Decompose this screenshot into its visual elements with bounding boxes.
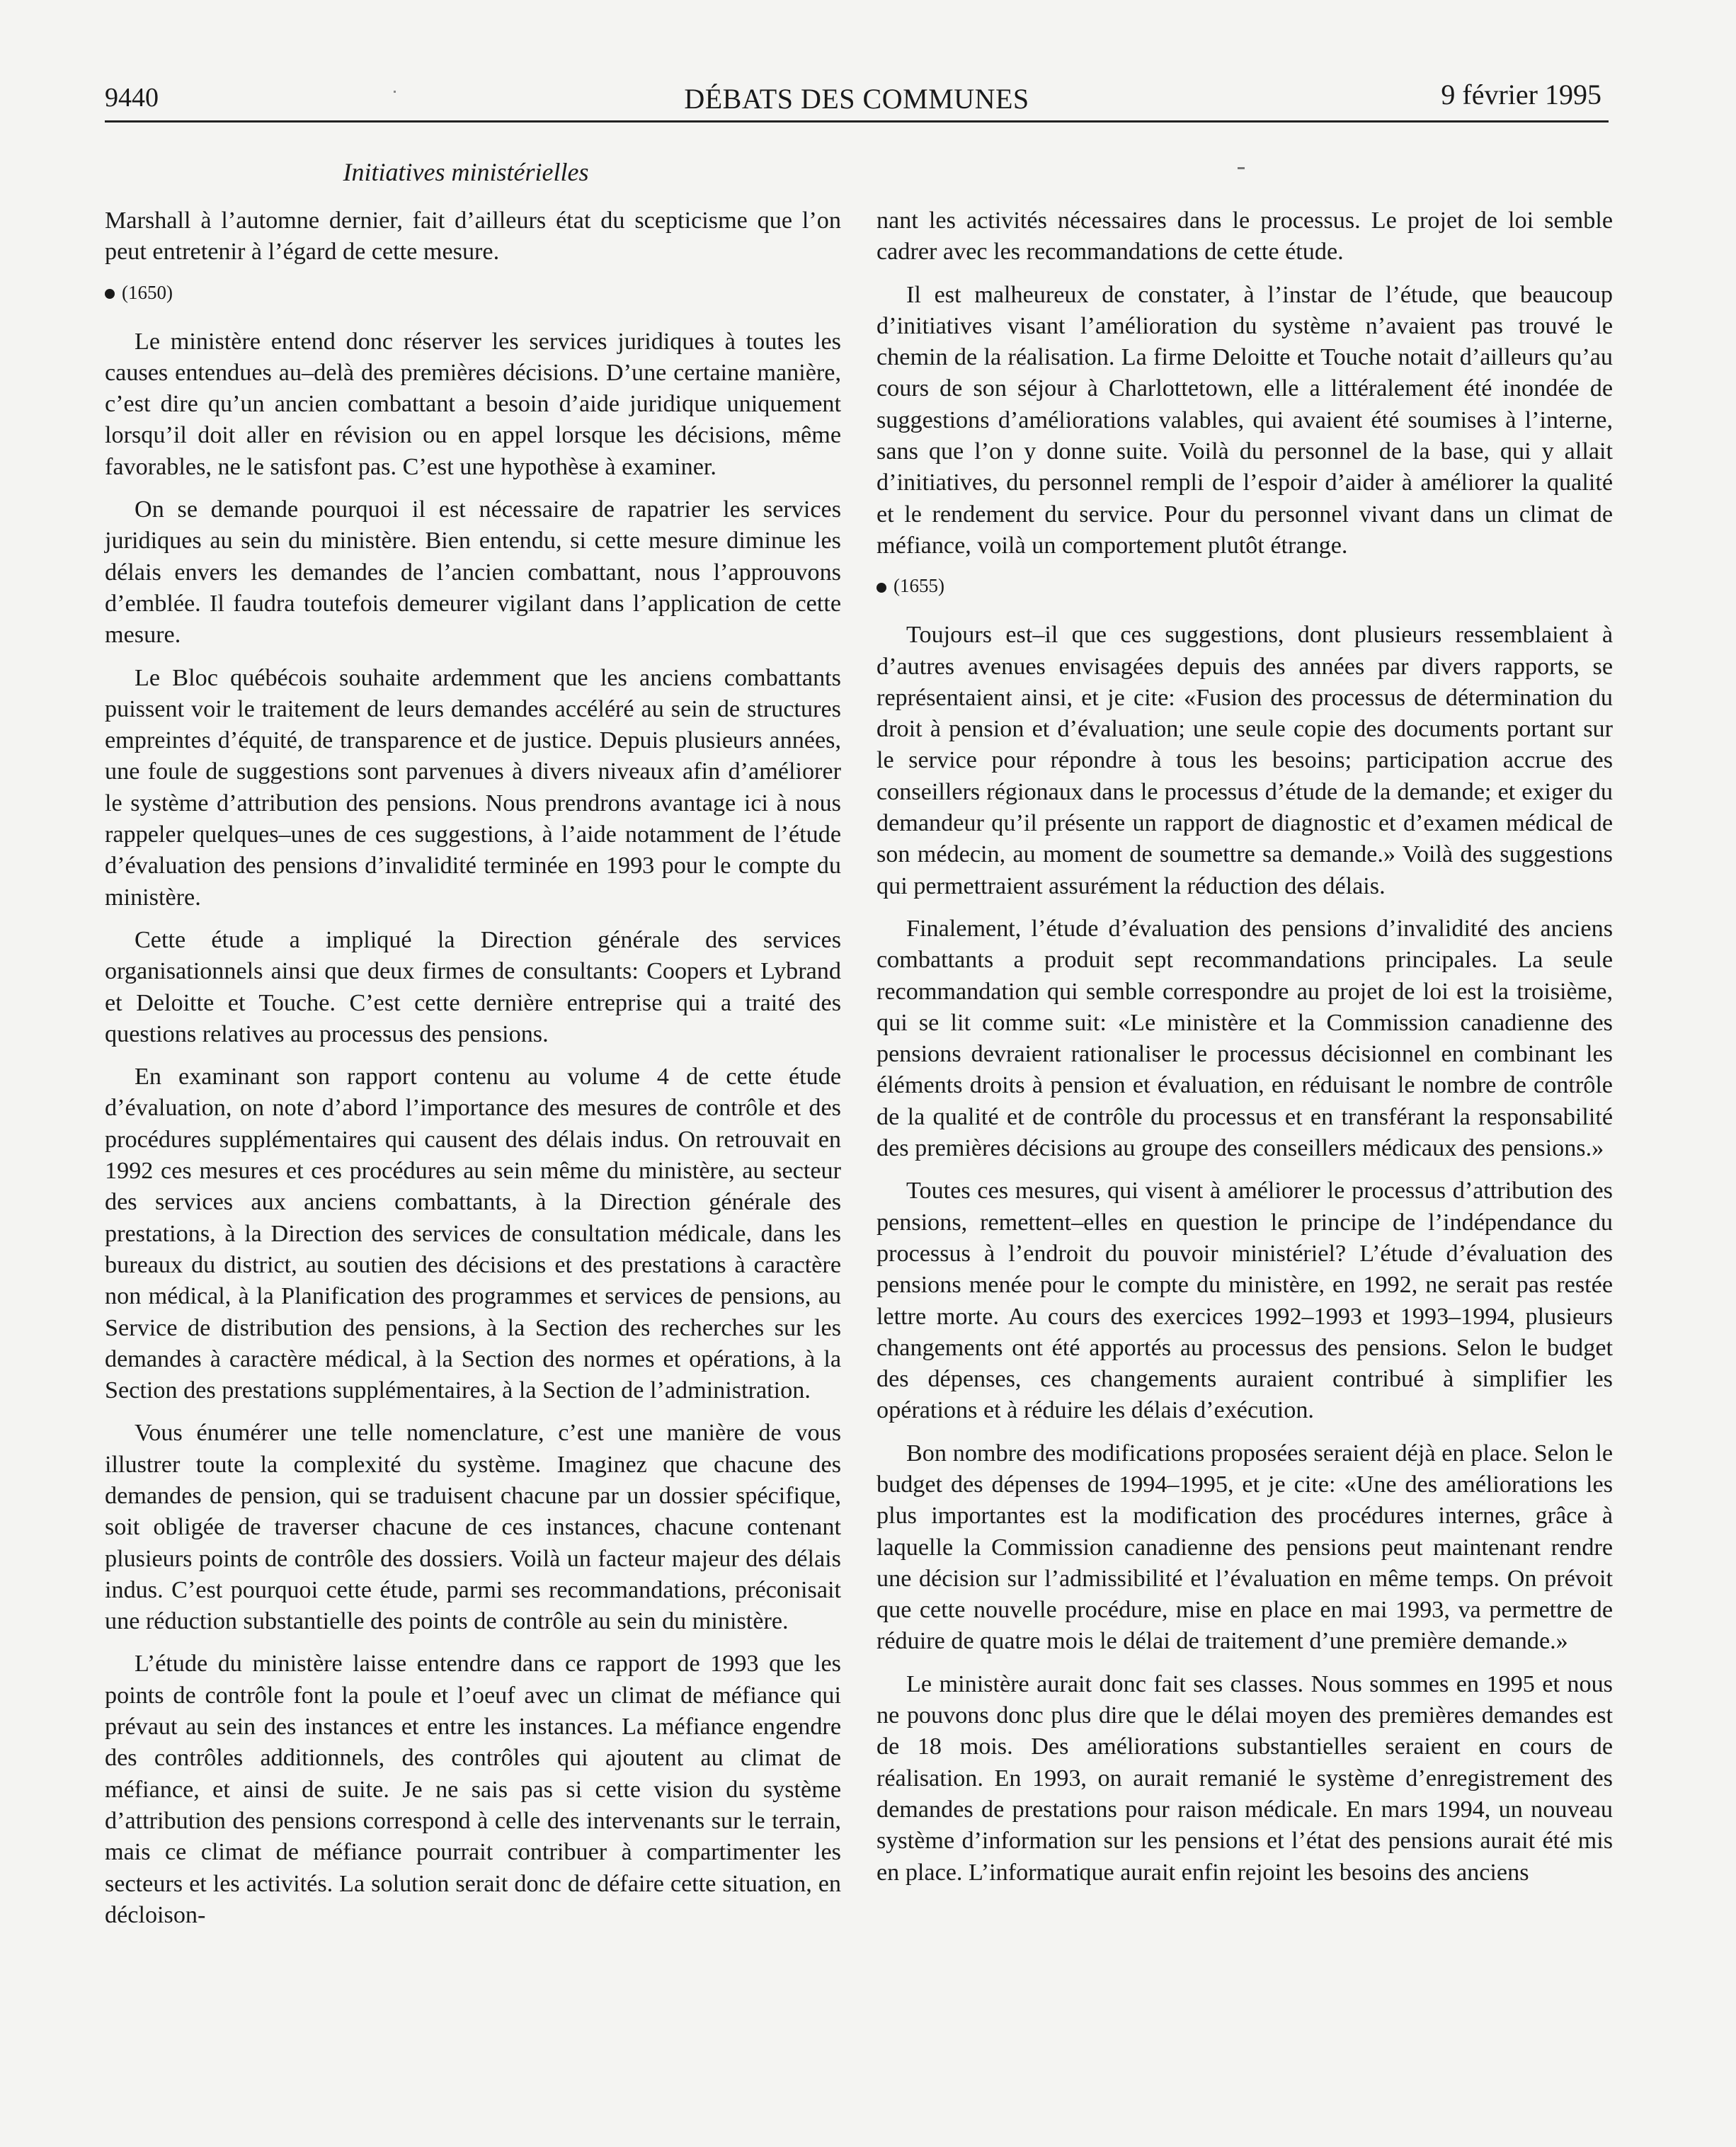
- scan-speck: [394, 91, 396, 93]
- time-marker: [105, 280, 841, 305]
- issue-date: 9 février 1995: [1441, 79, 1601, 110]
- paragraph: Bon nombre des modifications proposées seraient déjà en place. Selon le budget des dépenses de 1994–1995, et je cite: «Une des améliorations les plus importantes est la modification des procédures internes, grâce à laquelle la Commission canadienne des pensions peut maintenant rendre une décision sur l’admissibilité et l’évaluation en même temps. On prévoit que cette nouvelle procédure, mise en place en mai 1993, va permettre de réduire de quatre mois le délai de traitement d’une première demande.»: [876, 1440, 1613, 1655]
- publication-title: DÉBATS DES COMMUNES: [684, 83, 1029, 115]
- paragraph: Toujours est–il que ces suggestions, dont plusieurs ressemblaient à d’autres avenues envisagées depuis des années par divers rapports, se représentaient ainsi, et je cite: «Fusion des processus de détermination du droit à pension et d’évaluation; une seule copie des documents portant sur le service pour répondre à tous les besoins; participation accrue des conseillers régionaux dans le processus d’étude de la demande; et exiger du demandeur qu’il présente un rapport de diagnostic et d’examen médical de son médecin, au moment de soumettre sa demande.» Voilà des suggestions qui permettraient assurément la réduction des délais.: [876, 622, 1613, 899]
- time-marker-label: (1655): [893, 575, 944, 597]
- scan-speck: [1238, 167, 1245, 169]
- paragraph: L’étude du ministère laisse entendre dans ce rapport de 1993 que les points de contrôle font la poule et l’oeuf avec un climat de méfiance qui prévaut au sein des instances et entre les instances. La méfiance engendre des contrôles additionnels, des contrôles qui ajoutent au climat de méfiance, et ainsi de suite. Je ne sais pas si cette vision du système d’attribution des pensions correspond à celle des intervenants sur le terrain, mais ce climat de méfiance pourrait contribuer à compartimenter les secteurs et les activités. La solution serait donc de défaire cette situation, en décloison-: [105, 1651, 841, 1928]
- paragraph: Le Bloc québécois souhaite ardemment que les anciens combattants puissent voir le traitement de leurs demandes accéléré au sein de structures empreintes d’équité, de transparence et de justice. Depuis plusieurs années, une foule de suggestions sont parvenues à divers niveaux afin d’améliorer le système d’attribution des pensions. Nous prendrons avantage ici à nous rappeler quelques–unes de ces suggestions, à l’aide notamment de l’étude d’évaluation des pensions d’invalidité terminée en 1993 pour le compte du ministère.: [105, 664, 841, 911]
- paragraph: Il est malheureux de constater, à l’instar de l’étude, que beaucoup d’initiatives visant l’amélioration du système n’avaient pas trouvé le chemin de la réalisation. La firme Deloitte et Touche notait d’ailleurs qu’au cours de son séjour à Charlottetown, elle a littéralement été inondée de suggestions d’améliorations valables, qui avaient été soumises à l’interne, sans que l’on y donne suite. Voilà du personnel de la base, qui y allait d’initiatives, du personnel rempli de l’espoir d’aider à améliorer la qualité et le rendement du service. Pour du personnel vivant dans un climat de méfiance, voilà un comportement plutôt étrange.: [876, 281, 1613, 559]
- paragraph: Finalement, l’étude d’évaluation des pensions d’invalidité des anciens combattants a produit sept recommandations principales. La seule recommandation qui semble correspondre au projet de loi est la troisième, qui se lit comme suit: «Le ministère et la Commission canadienne des pensions devraient rationaliser le processus décisionnel en combinant les éléments droits à pension et évaluation, en réduisant le nombre de contrôle de la qualité et de contrôle du processus et en transférant la responsabilité des premières décisions au groupe des conseillers médicaux des pensions.»: [876, 915, 1613, 1162]
- running-head: [105, 78, 1609, 123]
- left-column: [105, 205, 841, 1942]
- paragraph: nant les activités nécessaires dans le processus. Le projet de loi semble cadrer avec les recommandations de cette étude.: [876, 207, 1613, 266]
- paragraph: Le ministère aurait donc fait ses classes. Nous sommes en 1995 et nous ne pouvons donc plus dire que le délai moyen des premières demandes est de 18 mois. Des améliorations substantielles seraient en cours de réalisation. En 1993, on aurait remanié le système d’enregistrement des demandes de prestations pour raison médicale. En mars 1994, un nouveau système d’information sur les pensions et l’état des pensions aurait été mis en place. L’informatique aurait enfin rejoint les besoins des anciens: [876, 1670, 1613, 1886]
- bullet-icon: [105, 289, 115, 299]
- paragraph: Marshall à l’automne dernier, fait d’ailleurs état du scepticisme que l’on peut entretenir à l’égard de cette mesure.: [105, 207, 841, 266]
- section-heading: Initiatives ministérielles: [343, 158, 589, 186]
- time-marker-label: (1650): [122, 281, 173, 303]
- paragraph: Toutes ces mesures, qui visent à améliorer le processus d’attribution des pensions, remettent–elles en question le principe de l’indépendance du processus à l’endroit du pouvoir ministériel? L’étude d’évaluation des pensions menée pour le compte du ministère, en 1992, ne serait pas restée lettre morte. Au cours des exercices 1992–1993 et 1993–1994, plusieurs changements ont été apportés au processus des pensions. Selon le budget des dépenses, ces changements auraient contribué à simplifier les opérations et à réduire les délais d’exécution.: [876, 1178, 1613, 1424]
- bullet-icon: [876, 583, 886, 593]
- paragraph: Vous énumérer une telle nomenclature, c’est une manière de vous illustrer toute la complexité du système. Imaginez que chacune des demandes de pension, qui se traduisent chacune par un dossier spécifique, soit obligée de traverser chacune de ces instances, chacune contenant plusieurs points de contrôle des dossiers. Voilà un facteur majeur des délais indus. C’est pourquoi cette étude, parmi ses recommandations, préconisait une réduction substantielle des points de contrôle au sein du ministère.: [105, 1420, 841, 1635]
- right-column: [876, 205, 1613, 1900]
- paragraph: Le ministère entend donc réserver les services juridiques à toutes les causes entendues au–delà des premières décisions. D’une certaine manière, c’est dire qu’un ancien combattant a besoin d’aide juridique uniquement lorsqu’il doit aller en révision ou en appel lorsque les décisions, même favorables, ne le satisfont pas. C’est une hypothèse à examiner.: [105, 328, 841, 480]
- time-marker: [876, 573, 1613, 598]
- page-number: 9440: [105, 83, 159, 113]
- paragraph: En examinant son rapport contenu au volume 4 de cette étude d’évaluation, on note d’abord l’importance des mesures de contrôle et des procédures supplémentaires qui causent des délais indus. On retrouvait en 1992 ces mesures et ces procédures au sein même du ministère, au secteur des services aux anciens combattants, à la Direction générale des prestations, à la Direction des services de consultation médicale, dans les bureaux du district, au soutien des décisions et des prestations à caractère non médical, à la Planification des programmes et services de pensions, au Service de distribution des pensions, à la Section des recherches sur les demandes à caractère médical, à la Section des normes et opérations, à la Section des prestations supplémentaires, à la Section de l’administration.: [105, 1064, 841, 1404]
- paragraph: On se demande pourquoi il est nécessaire de rapatrier les services juridiques au sein du ministère. Bien entendu, si cette mesure diminue les délais envers les demandes de l’ancien combattant, nous l’approuvons d’emblée. Il faudra toutefois demeurer vigilant dans l’application de cette mesure.: [105, 496, 841, 649]
- paragraph: Cette étude a impliqué la Direction générale des services organisationnels ainsi que deux firmes de consultants: Coopers et Lybrand et Deloitte et Touche. C’est cette dernière entreprise qui a traité des questions relatives au processus des pensions.: [105, 926, 841, 1047]
